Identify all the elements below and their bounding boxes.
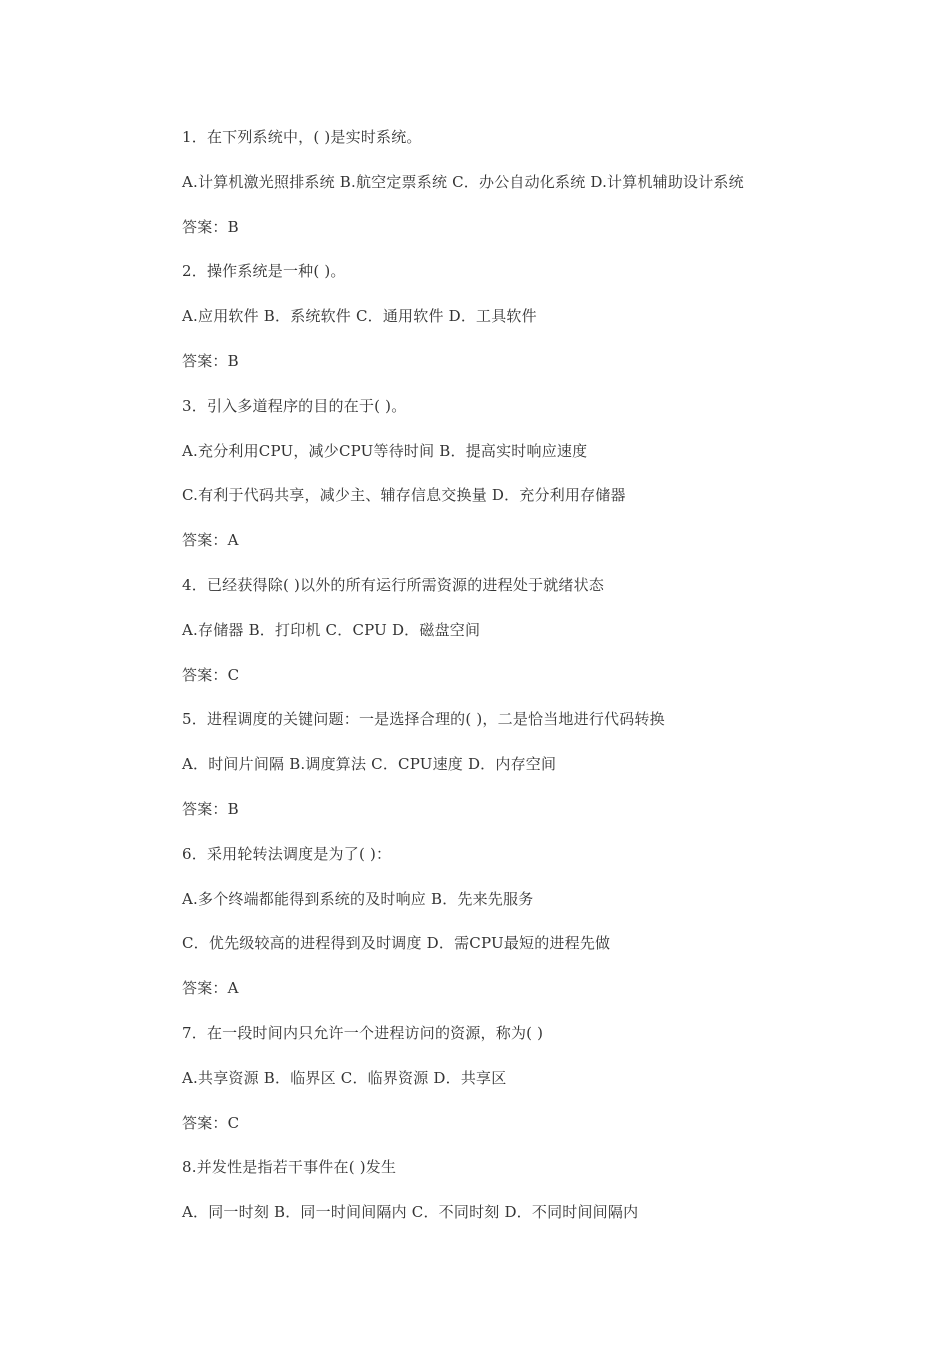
question-3-answer: 答案：A <box>182 531 239 550</box>
question-3-text: 3．引入多道程序的目的在于( )。 <box>182 396 407 415</box>
question-6-text: 6．采用轮转法调度是为了( )： <box>182 844 392 863</box>
question-5-text: 5．进程调度的关键问题：一是选择合理的( )，二是恰当地进行代码转换 <box>182 710 665 729</box>
question-3-options-line-2: C.有利于代码共享，减少主、辅存信息交换量 D．充分利用存储器 <box>182 486 626 505</box>
question-2-text: 2．操作系统是一种( )。 <box>182 262 346 281</box>
question-8-options: A．同一时刻 B．同一时间间隔内 C．不同时刻 D．不同时间间隔内 <box>182 1203 639 1222</box>
question-2-answer: 答案：B <box>182 351 239 370</box>
question-4-text: 4．已经获得除( )以外的所有运行所需资源的进程处于就绪状态 <box>182 575 605 594</box>
question-6-options-line-1: A.多个终端都能得到系统的及时响应 B．先来先服务 <box>182 889 534 908</box>
question-7-text: 7．在一段时间内只允许一个进程访问的资源，称为( ) <box>182 1023 544 1042</box>
question-7-answer: 答案：C <box>182 1113 240 1132</box>
question-1-text: 1．在下列系统中，( )是实时系统。 <box>182 128 422 146</box>
question-5-options: A．时间片间隔 B.调度算法 C．CPU速度 D．内存空间 <box>182 755 557 774</box>
question-2-options: A.应用软件 B．系统软件 C．通用软件 D．工具软件 <box>182 307 537 326</box>
question-1-answer: 答案：B <box>182 217 239 236</box>
question-4-answer: 答案：C <box>182 665 240 684</box>
question-3-options-line-1: A.充分利用CPU，减少CPU等待时间 B．提高实时响应速度 <box>182 441 588 460</box>
question-5-answer: 答案：B <box>182 799 239 818</box>
question-1-options: A.计算机激光照排系统 B.航空定票系统 C．办公自动化系统 D.计算机辅助设计系统 <box>182 172 744 191</box>
question-list <box>182 124 902 1244</box>
question-4-options: A.存储器 B．打印机 C．CPU D．磁盘空间 <box>182 620 481 639</box>
question-6-answer: 答案：A <box>182 979 239 998</box>
question-6-options-line-2: C．优先级较高的进程得到及时调度 D．需CPU最短的进程先做 <box>182 934 611 953</box>
question-8-text: 8.并发性是指若干事件在( )发生 <box>182 1158 397 1177</box>
question-7-options: A.共享资源 B．临界区 C．临界资源 D．共享区 <box>182 1068 507 1087</box>
